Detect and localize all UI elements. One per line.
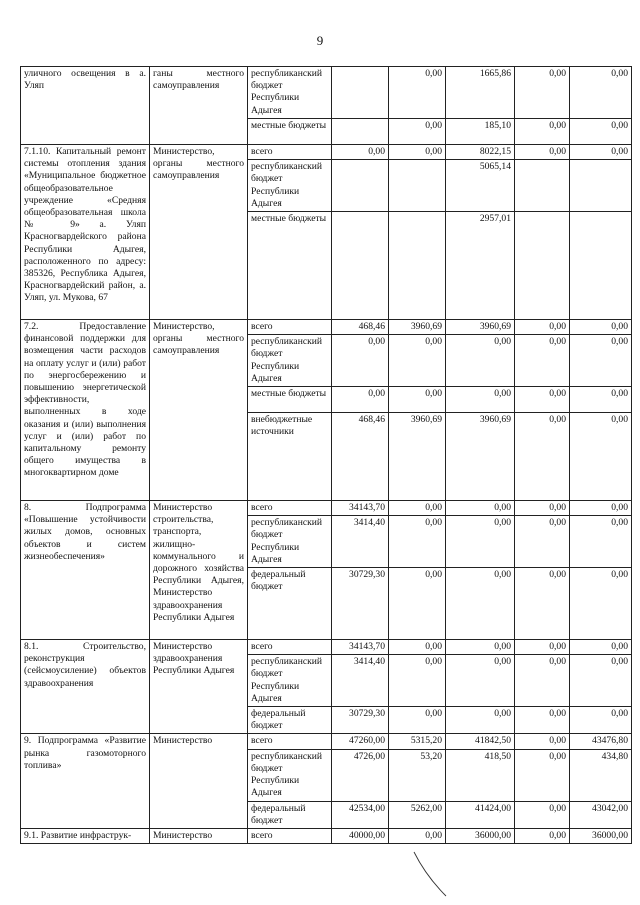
table-row: [21, 145, 632, 160]
value-cell: 3414,40: [332, 655, 389, 707]
value-cell: 468,46: [332, 320, 389, 335]
value-cell: 0,00: [570, 335, 632, 387]
measure-name: уличного освещения в а. Уляп: [21, 67, 150, 145]
value-cell: 0,00: [389, 67, 446, 119]
value-cell: 0,00: [515, 801, 570, 828]
value-cell: 0,00: [515, 707, 570, 734]
measure-name: 8. Подпрограмма «Повышение устойчивости жилых домов, основных объектов и систем жизнеобеспечения»: [21, 501, 150, 640]
value-cell: 0,00: [515, 67, 570, 119]
value-cell: 0,00: [389, 501, 446, 516]
value-cell: 0,00: [515, 387, 570, 413]
budget-table: [20, 66, 632, 844]
value-cell: [332, 212, 389, 320]
value-cell: 53,20: [389, 749, 446, 801]
value-cell: 43042,00: [570, 801, 632, 828]
value-cell: 0,00: [570, 516, 632, 568]
table-row: [21, 829, 632, 844]
source-republican: республиканский бюджет Республики Адыгея: [248, 655, 332, 707]
table-row: [21, 734, 632, 749]
measure-name: 9.1. Развитие инфраструк-: [21, 829, 150, 844]
source-total: всего: [248, 734, 332, 749]
source-federal: федеральный бюджет: [248, 707, 332, 734]
value-cell: 0,00: [515, 829, 570, 844]
value-cell: 0,00: [570, 67, 632, 119]
value-cell: 41842,50: [446, 734, 515, 749]
value-cell: [389, 160, 446, 212]
value-cell: 1665,86: [446, 67, 515, 119]
value-cell: 0,00: [570, 320, 632, 335]
value-cell: 0,00: [446, 501, 515, 516]
source-republican: республиканский бюджет Республики Адыгея: [248, 335, 332, 387]
value-cell: 2957,01: [446, 212, 515, 320]
value-cell: 34143,70: [332, 640, 389, 655]
source-republican: республиканский бюджет Республики Адыгея: [248, 160, 332, 212]
value-cell: 0,00: [570, 707, 632, 734]
measure-name: 8.1. Строительство, реконструкция (сейсмоусиление) объектов здравоохранения: [21, 640, 150, 734]
value-cell: 3960,69: [389, 320, 446, 335]
value-cell: [570, 160, 632, 212]
value-cell: 3414,40: [332, 516, 389, 568]
value-cell: 0,00: [389, 387, 446, 413]
executor: Министерство: [150, 829, 248, 844]
value-cell: 0,00: [515, 516, 570, 568]
value-cell: 43476,80: [570, 734, 632, 749]
value-cell: [332, 119, 389, 145]
value-cell: 0,00: [570, 568, 632, 640]
value-cell: 3960,69: [446, 320, 515, 335]
source-local: местные бюджеты: [248, 387, 332, 413]
value-cell: 0,00: [446, 707, 515, 734]
table-row: [21, 501, 632, 516]
source-total: всего: [248, 640, 332, 655]
value-cell: 42534,00: [332, 801, 389, 828]
executor: Министерство строительства, транспорта, жилищно-коммунального и дорожного хозяйства Республики Адыгея, Министерство здравоохранения Республики Адыгея: [150, 501, 248, 640]
value-cell: 0,00: [515, 734, 570, 749]
measure-name: 7.2. Предоставление финансовой поддержки для возмещения части расходов на оплату услуг и (или) работ по энергосбережению и повышению энергетической эффективности, выполненных в ходе оказания и (или) выполнения услуг и (или) работ по капитальному ремонту общего имущества в многоквартирном доме: [21, 320, 150, 501]
value-cell: 0,00: [515, 145, 570, 160]
table-row: [21, 640, 632, 655]
value-cell: 0,00: [570, 119, 632, 145]
value-cell: 8022,15: [446, 145, 515, 160]
value-cell: 41424,00: [446, 801, 515, 828]
value-cell: 30729,30: [332, 707, 389, 734]
value-cell: 0,00: [332, 145, 389, 160]
value-cell: 0,00: [570, 655, 632, 707]
value-cell: 418,50: [446, 749, 515, 801]
value-cell: [570, 212, 632, 320]
value-cell: 0,00: [515, 413, 570, 501]
executor: Министерство, органы местного самоуправления: [150, 145, 248, 320]
value-cell: 0,00: [515, 749, 570, 801]
value-cell: 40000,00: [332, 829, 389, 844]
value-cell: 0,00: [570, 640, 632, 655]
value-cell: 185,10: [446, 119, 515, 145]
value-cell: [515, 160, 570, 212]
value-cell: 0,00: [446, 640, 515, 655]
source-total: всего: [248, 829, 332, 844]
value-cell: 0,00: [389, 568, 446, 640]
table-row: [21, 67, 632, 119]
value-cell: 0,00: [389, 640, 446, 655]
value-cell: 0,00: [570, 501, 632, 516]
value-cell: 0,00: [570, 413, 632, 501]
source-federal: федеральный бюджет: [248, 801, 332, 828]
source-republican: республиканский бюджет Республики Адыгея: [248, 516, 332, 568]
source-republican: республиканский бюджет Республики Адыгея: [248, 749, 332, 801]
value-cell: 0,00: [446, 516, 515, 568]
value-cell: 0,00: [332, 387, 389, 413]
page-number: 9: [316, 33, 324, 48]
executor: ганы местного самоуправления: [150, 67, 248, 145]
value-cell: 4726,00: [332, 749, 389, 801]
value-cell: 0,00: [570, 387, 632, 413]
value-cell: 0,00: [389, 655, 446, 707]
value-cell: 0,00: [446, 335, 515, 387]
value-cell: 0,00: [515, 119, 570, 145]
value-cell: 0,00: [389, 335, 446, 387]
value-cell: 0,00: [515, 501, 570, 516]
source-local: местные бюджеты: [248, 212, 332, 320]
value-cell: 0,00: [389, 516, 446, 568]
value-cell: 0,00: [570, 145, 632, 160]
value-cell: 0,00: [515, 655, 570, 707]
value-cell: 5065,14: [446, 160, 515, 212]
executor: Министерство здравоохранения Республики Адыгея: [150, 640, 248, 734]
value-cell: 36000,00: [570, 829, 632, 844]
source-extrabudget: внебюджетные источники: [248, 413, 332, 501]
source-republican: республиканский бюджет Республики Адыгея: [248, 67, 332, 119]
value-cell: 0,00: [515, 640, 570, 655]
executor: Министерство, органы местного самоуправления: [150, 320, 248, 501]
value-cell: 0,00: [515, 335, 570, 387]
source-total: всего: [248, 501, 332, 516]
value-cell: 0,00: [446, 655, 515, 707]
value-cell: 0,00: [389, 119, 446, 145]
value-cell: [389, 212, 446, 320]
measure-name: 9. Подпрограмма «Развитие рынка газомоторного топлива»: [21, 734, 150, 829]
value-cell: 0,00: [515, 320, 570, 335]
value-cell: 34143,70: [332, 501, 389, 516]
source-federal: федеральный бюджет: [248, 568, 332, 640]
measure-name: 7.1.10. Капитальный ремонт системы отопления здания «Муниципальное бюджетное общеобразовательное учреждение «Средняя общеобразовательная школа № 9» а. Уляп Красногвардейского района Республики Адыгея, расположенного по адресу: 385326, Республика Адыгея, Красногвардейский район, а. Уляп, ул. Мукова, 67: [21, 145, 150, 320]
value-cell: 3960,69: [446, 413, 515, 501]
source-local: местные бюджеты: [248, 119, 332, 145]
value-cell: 30729,30: [332, 568, 389, 640]
value-cell: 5262,00: [389, 801, 446, 828]
table-row: [21, 320, 632, 335]
pen-stroke-mark: [412, 850, 452, 900]
value-cell: 0,00: [389, 707, 446, 734]
value-cell: 0,00: [332, 335, 389, 387]
value-cell: 0,00: [389, 829, 446, 844]
executor: Министерство: [150, 734, 248, 829]
value-cell: [515, 212, 570, 320]
value-cell: 0,00: [515, 568, 570, 640]
value-cell: 3960,69: [389, 413, 446, 501]
value-cell: 0,00: [446, 387, 515, 413]
value-cell: 36000,00: [446, 829, 515, 844]
value-cell: 434,80: [570, 749, 632, 801]
value-cell: 0,00: [446, 568, 515, 640]
value-cell: 5315,20: [389, 734, 446, 749]
value-cell: [332, 67, 389, 119]
value-cell: [332, 160, 389, 212]
value-cell: 47260,00: [332, 734, 389, 749]
source-total: всего: [248, 320, 332, 335]
value-cell: 468,46: [332, 413, 389, 501]
source-total: всего: [248, 145, 332, 160]
value-cell: 0,00: [389, 145, 446, 160]
